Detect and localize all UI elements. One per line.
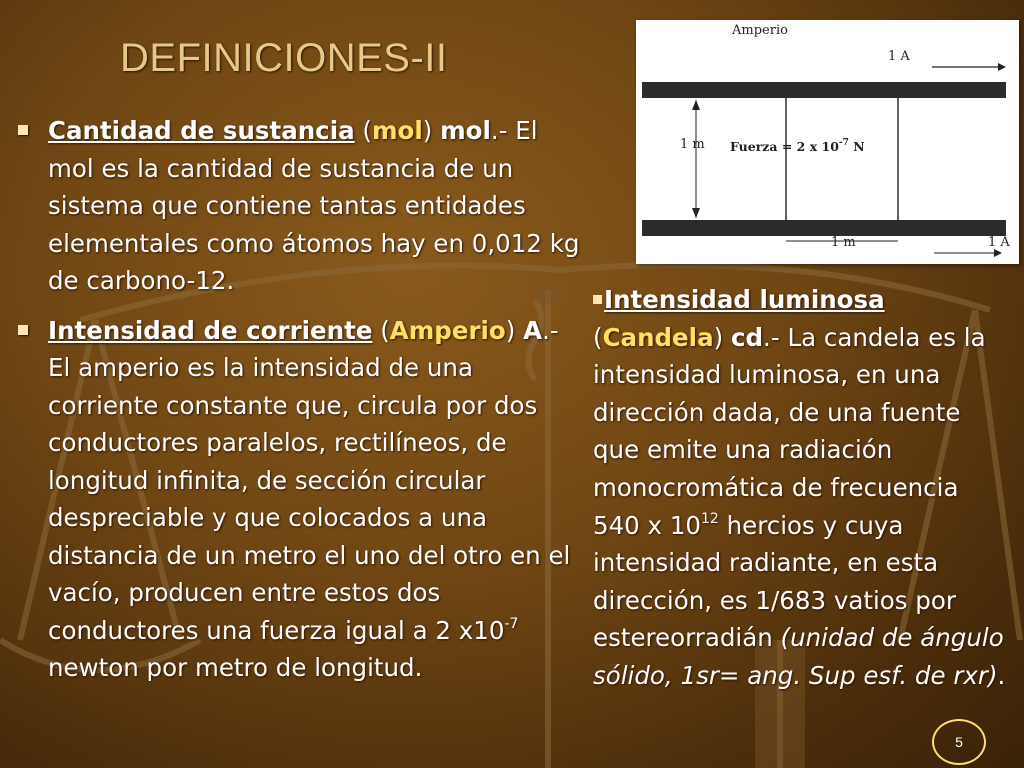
paren-close: ) xyxy=(713,322,731,352)
body-amperio: .- El amperio es la intensidad de una corriente constante que, circula por dos conductores paralelos, rectilíneos, de longitud infinita, de sección circular despreciable y que colocados a una distancia de un metro el uno del otro en el vacío, producen entre estos dos conductores una fuerza igual a 2 x10 xyxy=(48,315,571,645)
slide-title: DEFINICIONES-II xyxy=(120,36,448,80)
symbol-mol: mol xyxy=(440,116,491,145)
bullet-square-icon xyxy=(18,325,28,335)
exponent-amperio: -7 xyxy=(504,615,519,632)
diagram-separation: 1 m xyxy=(680,137,705,152)
body-mol: .- El mol es la cantidad de sustancia de un sistema que contiene tantas entidades elementales como átomos hay en 0,012 kg de carbono-12. xyxy=(48,116,580,295)
arrow-top-head xyxy=(998,63,1006,71)
definition-mol-text xyxy=(48,112,586,300)
definition-mol xyxy=(14,112,586,300)
diagram-title: Amperio xyxy=(732,23,788,38)
definition-candela xyxy=(593,281,1013,695)
amperio-diagram xyxy=(636,20,1019,264)
bullet-square-icon xyxy=(593,295,602,304)
definition-amperio xyxy=(14,312,586,687)
definitions-list xyxy=(14,112,586,699)
note-solid-angle: (unidad de ángulo sólido, 1sr= ang. Sup esf. de rxr) xyxy=(593,623,1004,690)
diagram-length: 1 m xyxy=(831,235,856,250)
page-number-badge: 5 xyxy=(932,719,986,765)
body-candela: .- La candela es la intensidad luminosa, en una dirección dada, de una fuente que emite una radiación monocromática de frecuencia 540 x 10 xyxy=(593,322,986,540)
separation-arrow-down xyxy=(692,208,700,218)
bullet-square-icon xyxy=(18,125,28,135)
paren-open: ( xyxy=(593,322,603,352)
arrow-bottom-head xyxy=(994,249,1002,257)
body-candela-end: . xyxy=(997,660,1006,690)
unit-name-amperio: Amperio xyxy=(389,315,506,345)
body-candela-mid: hercios y cuya intensidad radiante, en esta dirección, es 1/683 vatios por estereorradián xyxy=(593,510,956,653)
paren-close: ) xyxy=(422,116,441,145)
definition-amperio-text xyxy=(48,312,586,687)
conductor-bottom xyxy=(642,220,1006,236)
unit-name-mol: mol xyxy=(372,116,423,145)
separation-arrow-up xyxy=(692,100,700,110)
term-amperio: Intensidad de corriente xyxy=(48,315,373,345)
exponent-candela: 12 xyxy=(701,510,719,527)
term-mol: Cantidad de sustancia xyxy=(48,116,355,145)
conductor-top xyxy=(642,82,1006,98)
unit-name-candela: Candela xyxy=(602,322,714,352)
diagram-current-bottom: 1 A xyxy=(988,235,1010,250)
paren-open: ( xyxy=(372,315,390,345)
paren-open: ( xyxy=(354,116,372,145)
symbol-candela: cd xyxy=(730,322,764,352)
diagram-current-top: 1 A xyxy=(888,49,910,64)
symbol-amperio: A xyxy=(523,315,543,345)
paren-close: ) xyxy=(505,315,524,345)
term-candela: Intensidad luminosa xyxy=(604,285,885,314)
diagram-force: Fuerza = 2 x $10^{-7}$ N xyxy=(730,138,865,154)
body-amperio-end: newton por metro de longitud. xyxy=(48,653,423,682)
